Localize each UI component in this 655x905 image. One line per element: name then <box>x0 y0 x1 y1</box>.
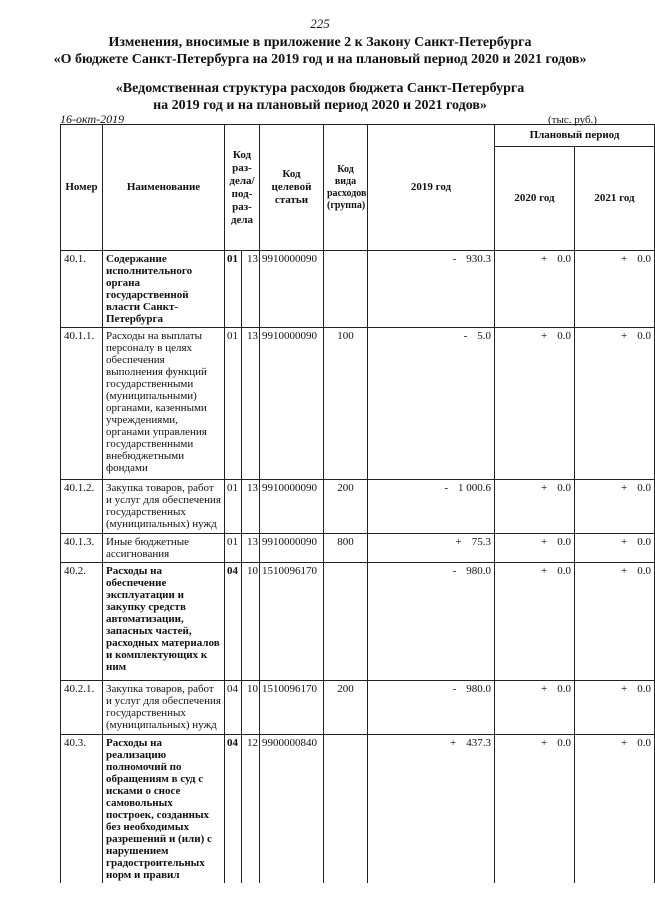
row-expense-kind <box>324 735 368 884</box>
header-expense-kind: Код вида расходов (группа) <box>324 125 368 251</box>
table-row <box>61 251 655 328</box>
table-row <box>61 735 655 884</box>
row-number: 40.1. <box>61 251 103 328</box>
table-row <box>61 534 655 563</box>
table-body <box>61 251 655 884</box>
row-amount-2019-value: 980.0 <box>466 565 491 577</box>
row-amount-2021-sign: + <box>621 683 628 695</box>
row-amount-2020-value: 0.0 <box>557 737 571 749</box>
row-amount-2020-value: 0.0 <box>557 253 571 265</box>
document-title <box>20 34 620 68</box>
document-title-line-1: Изменения, вносимые в приложение 2 к Закону Санкт-Петербурга <box>108 35 532 50</box>
row-number: 40.3. <box>61 735 103 884</box>
row-amount-2021-value: 0.0 <box>637 330 651 342</box>
row-amount-2020 <box>495 534 575 563</box>
row-number: 40.1.3. <box>61 534 103 563</box>
row-subsection-code: 13 <box>242 328 260 480</box>
row-expense-kind <box>324 563 368 681</box>
row-amount-2019-value: 437.3 <box>466 737 491 749</box>
row-expense-kind: 200 <box>324 480 368 534</box>
row-expense-kind <box>324 251 368 328</box>
row-number: 40.2.1. <box>61 681 103 735</box>
row-amount-2019-value: 75.3 <box>471 536 491 548</box>
header-section-code: Код раз-дела/ под-раз-дела <box>225 125 260 251</box>
row-amount-2019-sign: + <box>455 536 462 548</box>
row-amount-2019-sign: - <box>452 565 457 577</box>
row-section-code: 01 <box>225 480 242 534</box>
header-year-2021: 2021 год <box>575 147 655 251</box>
row-subsection-code: 12 <box>242 735 260 884</box>
row-subsection-code: 13 <box>242 251 260 328</box>
row-amount-2019-value: 1 000.6 <box>458 482 491 494</box>
row-section-code: 04 <box>225 563 242 681</box>
row-amount-2021 <box>575 251 655 328</box>
row-amount-2019 <box>368 681 495 735</box>
row-amount-2019-value: 930.3 <box>466 253 491 265</box>
appendix-title-line-1: «Ведомственная структура расходов бюджета Санкт-Петербурга <box>115 81 525 96</box>
row-subsection-code: 10 <box>242 681 260 735</box>
header-year-2019: 2019 год <box>368 125 495 251</box>
header-target-code: Код целевой статьи <box>260 125 324 251</box>
row-name: Иные бюджетные ассигнования <box>103 534 225 563</box>
row-amount-2020 <box>495 480 575 534</box>
row-amount-2019-sign: - <box>444 482 448 494</box>
row-amount-2020 <box>495 563 575 681</box>
row-amount-2019 <box>368 563 495 681</box>
row-section-code: 01 <box>225 534 242 563</box>
appendix-title-line-2: на 2019 год и на плановый период 2020 и 2021 годов» <box>153 98 487 113</box>
row-amount-2019-sign: - <box>452 683 457 695</box>
row-target-code: 9910000090 <box>260 534 324 563</box>
row-amount-2020 <box>495 328 575 480</box>
row-amount-2020-sign: + <box>541 253 548 265</box>
header-year-2020: 2020 год <box>495 147 575 251</box>
row-amount-2021-sign: + <box>621 253 628 265</box>
row-subsection-code: 13 <box>242 534 260 563</box>
row-name: Закупка товаров, работ и услуг для обеспечения государственных (муниципальных) нужд <box>103 480 225 534</box>
row-amount-2019-value: 5.0 <box>477 330 491 342</box>
row-section-code: 01 <box>225 328 242 480</box>
row-target-code: 9900000840 <box>260 735 324 884</box>
table-row <box>61 480 655 534</box>
row-name: Расходы на реализацию полномочий по обращениям в суд с исками о сносе самовольных построек, созданных без необходимых разрешений и (или) с нарушением градостроительных норм и правил <box>103 735 225 884</box>
row-amount-2020 <box>495 681 575 735</box>
row-amount-2020-value: 0.0 <box>557 330 571 342</box>
row-target-code: 1510096170 <box>260 681 324 735</box>
row-amount-2021 <box>575 563 655 681</box>
row-amount-2020-value: 0.0 <box>557 536 571 548</box>
row-amount-2020-sign: + <box>541 683 548 695</box>
row-expense-kind: 800 <box>324 534 368 563</box>
row-amount-2019 <box>368 534 495 563</box>
row-amount-2021-value: 0.0 <box>637 565 651 577</box>
row-amount-2021-sign: + <box>621 536 628 548</box>
row-target-code: 9910000090 <box>260 480 324 534</box>
row-target-code: 9910000090 <box>260 328 324 480</box>
expenditure-table <box>60 124 655 883</box>
row-subsection-code: 10 <box>242 563 260 681</box>
row-amount-2020-sign: + <box>541 565 548 577</box>
row-amount-2021-sign: + <box>621 737 628 749</box>
row-amount-2021 <box>575 534 655 563</box>
row-target-code: 1510096170 <box>260 563 324 681</box>
row-number: 40.1.2. <box>61 480 103 534</box>
row-amount-2019-sign: - <box>452 253 457 265</box>
row-amount-2020-value: 0.0 <box>557 565 571 577</box>
row-amount-2020-sign: + <box>541 536 548 548</box>
row-amount-2021-sign: + <box>621 565 628 577</box>
row-number: 40.1.1. <box>61 328 103 480</box>
row-amount-2019 <box>368 480 495 534</box>
row-amount-2019-value: 980.0 <box>466 683 491 695</box>
row-amount-2019-sign: - <box>463 330 468 342</box>
header-name: Наименование <box>103 125 225 251</box>
row-number: 40.2. <box>61 563 103 681</box>
row-amount-2021-value: 0.0 <box>637 737 651 749</box>
row-amount-2020-sign: + <box>541 737 548 749</box>
row-subsection-code: 13 <box>242 480 260 534</box>
header-planned-period: Плановый период <box>495 125 655 147</box>
table-row <box>61 681 655 735</box>
row-name: Расходы на обеспечение эксплуатации и закупку средств автоматизации, запасных частей, расходных материалов и комплектующих к ним <box>103 563 225 681</box>
row-amount-2021-sign: + <box>621 482 628 494</box>
row-name: Расходы на выплаты персоналу в целях обеспечения выполнения функций государственными (муниципальными) органами, казенными учреждениями, органами управления государственными внебюджетными фондами <box>103 328 225 480</box>
row-amount-2020-value: 0.0 <box>557 683 571 695</box>
row-amount-2019 <box>368 251 495 328</box>
row-amount-2021-sign: + <box>621 330 628 342</box>
row-expense-kind: 200 <box>324 681 368 735</box>
row-amount-2021 <box>575 735 655 884</box>
row-amount-2021 <box>575 328 655 480</box>
appendix-title <box>20 80 620 114</box>
units-label: (тыс. руб.) <box>548 114 597 126</box>
row-section-code: 01 <box>225 251 242 328</box>
table-row <box>61 563 655 681</box>
row-amount-2019-sign: + <box>450 737 457 749</box>
row-amount-2020-value: 0.0 <box>557 482 571 494</box>
page-number: 225 <box>310 16 330 31</box>
row-amount-2020 <box>495 251 575 328</box>
row-amount-2021 <box>575 681 655 735</box>
row-amount-2019 <box>368 328 495 480</box>
document-title-line-2: «О бюджете Санкт-Петербурга на 2019 год и на плановый период 2020 и 2021 годов» <box>53 52 587 67</box>
row-target-code: 9910000090 <box>260 251 324 328</box>
row-section-code: 04 <box>225 735 242 884</box>
row-section-code: 04 <box>225 681 242 735</box>
row-amount-2021-value: 0.0 <box>637 683 651 695</box>
row-amount-2019 <box>368 735 495 884</box>
document-date: 16-окт-2019 <box>60 112 125 126</box>
row-amount-2020 <box>495 735 575 884</box>
row-amount-2021 <box>575 480 655 534</box>
row-expense-kind: 100 <box>324 328 368 480</box>
row-amount-2021-value: 0.0 <box>637 536 651 548</box>
row-name: Закупка товаров, работ и услуг для обеспечения государственных (муниципальных) нужд <box>103 681 225 735</box>
row-amount-2021-value: 0.0 <box>637 482 651 494</box>
row-name: Содержание исполнительного органа государственной власти Санкт-Петербурга <box>103 251 225 328</box>
row-amount-2021-value: 0.0 <box>637 253 651 265</box>
row-amount-2020-sign: + <box>541 330 548 342</box>
header-number: Номер <box>61 125 103 251</box>
table-row <box>61 328 655 480</box>
row-amount-2020-sign: + <box>541 482 548 494</box>
